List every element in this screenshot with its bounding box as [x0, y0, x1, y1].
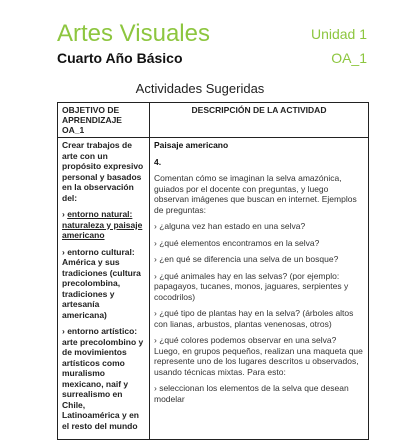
activity-question: › ¿en qué se diferencia una selva de un bosque?: [154, 254, 339, 264]
objective-code: OA_1: [331, 50, 367, 66]
objective-item: [62, 209, 145, 241]
bullet-marker: ›: [62, 209, 68, 219]
objective-item-label: entorno cultural: América y sus tradiciones (cultura precolombina, tradiciones y artesanía americana): [62, 246, 141, 320]
bullet-marker: ›: [62, 326, 68, 336]
bullet-marker: ›: [62, 246, 68, 257]
activity-question: › ¿qué elementos encontramos en la selva?: [154, 237, 320, 248]
activities-table: [57, 102, 369, 440]
activity-heading: Paisaje americano: [154, 140, 229, 150]
unit-label: Unidad 1: [310, 26, 367, 42]
activity-question: › ¿qué tipo de plantas hay en la selva? (árboles altos con lianas, arbustos, plantas venenosas, otros): [154, 308, 354, 329]
table-header-row: [58, 103, 369, 138]
objective-item-label: entorno natural: naturaleza y paisaje americano: [62, 209, 143, 240]
activity-number: 4.: [154, 156, 162, 167]
objective-column-header: OBJETIVO DE APRENDIZAJE OA_1: [58, 103, 150, 138]
objective-item-label: entorno artístico: arte precolombino y de movimientos artísticos como muralismo mexicano, naif y surrealismo en Chile, Latinoamérica y en el resto del mundo: [62, 326, 144, 431]
activity-question: › ¿qué colores podemos observar en una selva? Luego, en grupos pequeños, realizan una maqueta que represente uno de los lugares descritos u observados, usando técnicas mixtas. Para esto:: [154, 335, 363, 377]
activity-question: › ¿qué animales hay en las selvas? (por ejemplo: papagayos, tucanes, monos, jaguares, serpientes y cocodrilos): [154, 270, 349, 302]
activity-question: › ¿alguna vez han estado en una selva?: [154, 221, 306, 231]
activity-column-header: DESCRIPCIÓN DE LA ACTIVIDAD: [150, 103, 369, 138]
section-title: Actividades Sugeridas: [135, 81, 265, 96]
activity-intro: Comentan cómo se imaginan la selva amazónica, guiados por el docente con preguntas, y luego observan imágenes que buscan en internet. Ejemplos de preguntas:: [154, 173, 357, 215]
subject-title: Artes Visuales: [57, 20, 210, 47]
document-header: [57, 20, 367, 64]
objective-intro: Crear trabajos de arte con un propósito expresivo personal y basados en la observación del:: [62, 140, 144, 203]
grade-subtitle: Cuarto Año Básico: [57, 50, 183, 66]
objective-item: [62, 326, 145, 431]
table-row: [58, 138, 369, 440]
objective-item: [62, 247, 145, 321]
activity-question: › seleccionan los elementos de la selva que desean modelar: [154, 383, 349, 404]
activity-cell: [150, 138, 369, 440]
objective-cell: [58, 138, 150, 440]
